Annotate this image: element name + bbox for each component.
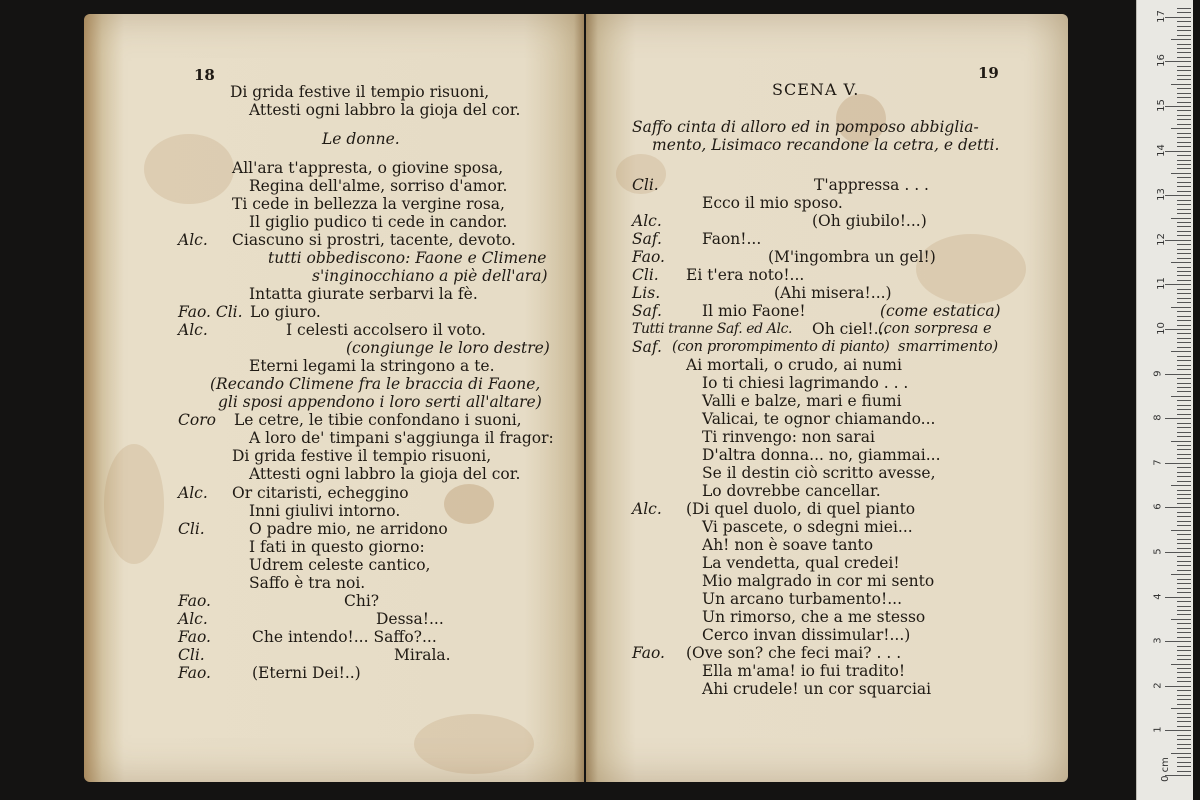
ruler-tick	[1177, 316, 1191, 317]
ruler-tick	[1177, 378, 1191, 379]
verse-line: Eterni legami la stringono a te.	[249, 357, 495, 375]
verse-line: Valli e balze, mari e fiumi	[702, 392, 902, 410]
verse-line: Faon!...	[702, 230, 762, 248]
ruler-tick	[1177, 423, 1191, 424]
ruler-tick	[1171, 173, 1191, 174]
ruler-tick	[1177, 391, 1191, 392]
ruler-tick	[1177, 110, 1191, 111]
ruler-tick	[1177, 516, 1191, 517]
ruler-tick	[1177, 79, 1191, 80]
ruler-tick	[1171, 262, 1191, 263]
speaker-label: Alc.	[632, 212, 662, 230]
verse-line: Attesti ogni labbro la gioja del cor.	[249, 101, 521, 119]
ruler-tick	[1177, 521, 1191, 522]
speaker-label: Cli.	[178, 646, 205, 664]
stage-direction: mento, Lisimaco recandone la cetra, e detti.	[652, 136, 1000, 154]
ruler-tick	[1177, 204, 1191, 205]
ruler-tick	[1177, 494, 1191, 495]
verse-line: Il giglio pudico ti cede in candor.	[249, 213, 508, 231]
stage-direction: (con sorpresa e	[878, 321, 992, 337]
stage-direction: gli sposi appendono i loro serti all'altare)	[218, 393, 542, 411]
speaker-label: Fao.	[632, 248, 665, 266]
ruler-number: 11	[1155, 277, 1167, 291]
ruler-tick	[1177, 735, 1191, 736]
ruler-tick	[1177, 200, 1191, 201]
verse-line: Mio malgrado in cor mi sento	[702, 572, 935, 590]
ruler-number: 7	[1152, 459, 1164, 466]
ruler-tick	[1165, 374, 1191, 375]
ruler-tick	[1177, 695, 1191, 696]
ruler-tick	[1177, 119, 1191, 120]
open-book	[84, 14, 1068, 782]
verse-line: O padre mio, ne arridono	[249, 520, 448, 538]
verse-line: Un rimorso, che a me stesso	[702, 608, 926, 626]
ruler-tick	[1165, 151, 1191, 152]
ruler-tick	[1177, 762, 1191, 763]
verse-line: Ah! non è soave tanto	[702, 536, 874, 554]
ruler-tick	[1177, 57, 1191, 58]
ruler-tick	[1177, 360, 1191, 361]
ruler-tick	[1177, 253, 1191, 254]
ruler-number: 6	[1152, 503, 1164, 511]
ruler-tick	[1177, 155, 1191, 156]
ruler-number: 16	[1155, 54, 1167, 68]
speaker-label: Alc.	[632, 500, 662, 518]
ruler-number: 8	[1152, 414, 1164, 421]
ruler-tick	[1177, 672, 1191, 673]
ruler-tick	[1177, 498, 1191, 499]
stage-direction: (con prorompimento di pianto)	[672, 339, 890, 355]
ruler-number: 13	[1155, 188, 1167, 202]
ruler-tick	[1177, 570, 1191, 571]
speaker-label: Cli.	[632, 266, 659, 284]
stage-direction: (Recando Climene fra le braccia di Faone,	[210, 375, 541, 393]
ruler-tick	[1165, 240, 1191, 241]
stage-direction: (congiunge le loro destre)	[346, 339, 550, 357]
ruler-tick	[1177, 766, 1191, 767]
ruler-tick	[1165, 507, 1191, 508]
ruler-tick	[1177, 704, 1191, 705]
scene-heading: SCENA V.	[772, 80, 860, 99]
ruler-tick	[1177, 467, 1191, 468]
verse-line: Lo giuro.	[250, 303, 321, 321]
ruler-tick	[1177, 405, 1191, 406]
ruler-tick	[1177, 650, 1191, 651]
ruler-number: 2	[1152, 682, 1164, 689]
ruler-tick	[1177, 191, 1191, 192]
ruler-tick	[1177, 271, 1191, 272]
ruler-tick	[1165, 418, 1191, 419]
ruler-tick	[1177, 387, 1191, 388]
ruler-tick	[1171, 396, 1191, 397]
verse-line: Vi pascete, o sdegni miei...	[702, 518, 913, 536]
ruler-tick	[1177, 30, 1191, 31]
verse-line: Se il destin ciò scritto avesse,	[702, 464, 936, 482]
ruler-tick	[1177, 503, 1191, 504]
stage-direction: s'inginocchiano a piè dell'ara)	[312, 267, 548, 285]
ruler-tick	[1177, 280, 1191, 281]
verse-line: Udrem celeste cantico,	[249, 556, 431, 574]
ruler-tick	[1165, 552, 1191, 553]
ruler-tick	[1177, 186, 1191, 187]
ruler-number: 5	[1152, 548, 1164, 555]
left-page	[84, 14, 584, 782]
ruler-tick	[1177, 244, 1191, 245]
ruler-tick	[1177, 213, 1191, 214]
ruler-tick	[1177, 70, 1191, 71]
verse-line: Or citaristi, echeggino	[232, 484, 409, 502]
verse-line: Regina dell'alme, sorriso d'amor.	[249, 177, 508, 195]
verse-line: (Di quel duolo, di quel pianto	[686, 500, 916, 518]
stage-direction: tutti obbediscono: Faone e Climene	[268, 249, 547, 267]
verse-line: Ti rinvengo: non sarai	[702, 428, 875, 446]
ruler-tick	[1177, 298, 1191, 299]
ruler-tick	[1177, 726, 1191, 727]
ruler-tick	[1177, 267, 1191, 268]
ruler-tick	[1177, 556, 1191, 557]
ruler-unit: 0 cm	[1159, 757, 1171, 782]
ruler-tick	[1177, 659, 1191, 660]
ruler-tick	[1177, 476, 1191, 477]
ruler-tick	[1177, 44, 1191, 45]
verse-line: All'ara t'appresta, o giovine sposa,	[232, 159, 504, 177]
verse-line: Di grida festive il tempio risuoni,	[232, 447, 492, 465]
ruler-tick	[1177, 231, 1191, 232]
verse-line: Il mio Faone!	[702, 302, 806, 320]
ruler-tick	[1177, 235, 1191, 236]
ruler-number: 4	[1152, 592, 1164, 600]
verse-line: Ei t'era noto!...	[686, 266, 805, 284]
ruler-tick	[1171, 307, 1191, 308]
ruler-tick	[1171, 619, 1191, 620]
ruler-tick	[1177, 133, 1191, 134]
ruler-tick	[1177, 164, 1191, 165]
ruler-tick	[1177, 458, 1191, 459]
ruler-tick	[1171, 708, 1191, 709]
ruler-tick	[1177, 744, 1191, 745]
ruler-number: 1	[1152, 726, 1164, 734]
verse-line: (M'ingombra un gel!)	[768, 248, 936, 266]
speaker-label: Alc.	[178, 321, 208, 339]
ruler-tick	[1165, 17, 1191, 18]
ruler-tick	[1165, 284, 1191, 285]
ruler-tick	[1177, 325, 1191, 326]
ruler-tick	[1177, 409, 1191, 410]
speaker-heading: Le donne.	[322, 130, 400, 148]
verse-line: Dessa!...	[376, 610, 444, 628]
ruler-tick	[1177, 614, 1191, 615]
ruler-tick	[1177, 258, 1191, 259]
verse-line: Valicai, te ognor chiamando...	[702, 410, 936, 428]
verse-line: Ecco il mio sposo.	[702, 194, 843, 212]
ruler-number: 3	[1152, 637, 1164, 644]
verse-line: Che intendo!... Saffo?...	[252, 628, 437, 646]
ruler-tick	[1177, 432, 1191, 433]
ruler-tick	[1177, 646, 1191, 647]
verse-line: Ella m'ama! io fui tradito!	[702, 662, 906, 680]
speaker-label: Tutti tranne Saf. ed Alc.	[632, 321, 793, 337]
ruler-tick	[1177, 690, 1191, 691]
ruler-tick	[1177, 565, 1191, 566]
ruler-number: 15	[1155, 99, 1167, 112]
ruler-tick	[1177, 347, 1191, 348]
ruler-tick	[1171, 128, 1191, 129]
verse-line: Ahi crudele! un cor squarciai	[702, 680, 932, 698]
right-page	[586, 14, 1068, 782]
ruler-tick	[1177, 623, 1191, 624]
ruler-tick	[1177, 490, 1191, 491]
speaker-label: Cli.	[178, 520, 205, 538]
ruler-tick	[1177, 320, 1191, 321]
speaker-label: Fao.	[178, 592, 211, 610]
ruler-tick	[1171, 574, 1191, 575]
ruler-tick	[1177, 356, 1191, 357]
speaker-label: Saf.	[632, 338, 662, 356]
ruler-tick	[1177, 369, 1191, 370]
ruler-tick	[1177, 293, 1191, 294]
ruler-tick	[1177, 512, 1191, 513]
ruler-tick	[1177, 342, 1191, 343]
ruler-tick	[1177, 8, 1191, 9]
ruler-tick	[1177, 168, 1191, 169]
ruler-tick	[1177, 436, 1191, 437]
speaker-label: Alc.	[178, 484, 208, 502]
ruler-tick	[1177, 338, 1191, 339]
speaker-label: Lis.	[632, 284, 661, 302]
ruler-tick	[1177, 757, 1191, 758]
speaker-label: Saf.	[632, 302, 662, 320]
page-number: 18	[194, 66, 215, 84]
ruler-tick	[1177, 445, 1191, 446]
speaker-label: Fao. Cli.	[178, 303, 243, 321]
verse-line: Un arcano turbamento!...	[702, 590, 902, 608]
ruler-tick	[1177, 539, 1191, 540]
ruler-tick	[1177, 525, 1191, 526]
ruler-number: 17	[1155, 9, 1167, 23]
ruler-tick	[1171, 753, 1191, 754]
ruler-tick	[1177, 93, 1191, 94]
verse-line: I fati in questo giorno:	[249, 538, 425, 556]
ruler-tick	[1177, 52, 1191, 53]
ruler-tick	[1177, 454, 1191, 455]
ruler-tick	[1177, 561, 1191, 562]
verse-line: Inni giulivi intorno.	[249, 502, 401, 520]
ruler-tick	[1177, 592, 1191, 593]
ruler-tick	[1165, 61, 1191, 62]
ruler-tick	[1171, 39, 1191, 40]
ruler-tick	[1177, 543, 1191, 544]
ruler-tick	[1177, 26, 1191, 27]
ruler-tick	[1177, 400, 1191, 401]
ruler-tick	[1177, 48, 1191, 49]
verse-line: Cerco invan dissimular!...)	[702, 626, 911, 644]
ruler-tick	[1177, 771, 1191, 772]
ruler-tick	[1177, 365, 1191, 366]
verse-line: Oh ciel!...	[812, 320, 889, 338]
verse-line: Attesti ogni labbro la gioja del cor.	[249, 465, 521, 483]
verse-line: Ti cede in bellezza la vergine rosa,	[232, 195, 505, 213]
ruler-tick	[1165, 195, 1191, 196]
ruler-tick	[1177, 275, 1191, 276]
ruler-tick	[1177, 289, 1191, 290]
verse-line: Di grida festive il tempio risuoni,	[230, 83, 490, 101]
verse-line: Io ti chiesi lagrimando . . .	[702, 374, 909, 392]
speaker-label: Alc.	[178, 231, 208, 249]
ruler-tick	[1177, 142, 1191, 143]
measurement-ruler	[1136, 0, 1193, 800]
verse-line: Mirala.	[394, 646, 451, 664]
speaker-label: Fao.	[178, 628, 211, 646]
ruler-tick	[1177, 160, 1191, 161]
page-number: 19	[978, 64, 999, 82]
verse-line: Le cetre, le tibie confondano i suoni,	[234, 411, 522, 429]
verse-line: A loro de' timpani s'aggiunga il fragor:	[249, 429, 554, 447]
ruler-tick	[1171, 84, 1191, 85]
ruler-tick	[1177, 383, 1191, 384]
ruler-number: 9	[1152, 369, 1164, 377]
ruler-tick	[1177, 610, 1191, 611]
ruler-tick	[1177, 713, 1191, 714]
ruler-tick	[1177, 601, 1191, 602]
ruler-tick	[1177, 182, 1191, 183]
ruler-tick	[1177, 583, 1191, 584]
ruler-tick	[1177, 628, 1191, 629]
ruler-tick	[1177, 177, 1191, 178]
ruler-number: 10	[1155, 322, 1167, 335]
ruler-tick	[1165, 463, 1191, 464]
ruler-tick	[1177, 637, 1191, 638]
ruler-tick	[1177, 146, 1191, 147]
speaker-label: Fao.	[632, 644, 665, 662]
ruler-tick	[1177, 66, 1191, 67]
ruler-tick	[1177, 102, 1191, 103]
ruler-tick	[1177, 579, 1191, 580]
ruler-tick	[1177, 249, 1191, 250]
ruler-tick	[1177, 75, 1191, 76]
ruler-tick	[1165, 730, 1191, 731]
ruler-tick	[1177, 668, 1191, 669]
ruler-tick	[1177, 137, 1191, 138]
ruler-tick	[1177, 588, 1191, 589]
ruler-tick	[1177, 677, 1191, 678]
ruler-tick	[1165, 106, 1191, 107]
ruler-tick	[1177, 302, 1191, 303]
ruler-tick	[1165, 597, 1191, 598]
verse-line: (Ove son? che feci mai? . . .	[686, 644, 902, 662]
ruler-tick	[1177, 311, 1191, 312]
ruler-number: 12	[1155, 232, 1167, 246]
ruler-tick	[1177, 717, 1191, 718]
verse-line: (Eterni Dei!..)	[252, 664, 361, 682]
verse-line: Intatta giurate serbarvi la fè.	[249, 285, 478, 303]
verse-line: Saffo è tra noi.	[249, 574, 366, 592]
stage-direction: (come estatica)	[880, 302, 1001, 320]
verse-line: I celesti accolsero il voto.	[286, 321, 486, 339]
ruler-tick	[1177, 21, 1191, 22]
ruler-tick	[1171, 664, 1191, 665]
ruler-tick	[1171, 485, 1191, 486]
ruler-tick	[1177, 606, 1191, 607]
verse-line: Lo dovrebbe cancellar.	[702, 482, 881, 500]
verse-line: Chi?	[344, 592, 380, 610]
ruler-tick	[1177, 481, 1191, 482]
ruler-tick	[1177, 35, 1191, 36]
ruler-tick	[1177, 209, 1191, 210]
verse-line: Ai mortali, o crudo, ai numi	[686, 356, 902, 374]
ruler-number: 14	[1155, 143, 1167, 157]
stage-direction: Saffo cinta di alloro ed in pomposo abbiglia-	[632, 118, 979, 136]
speaker-label: Alc.	[178, 610, 208, 628]
verse-line: (Ahi misera!...)	[774, 284, 892, 302]
ruler-tick	[1177, 632, 1191, 633]
ruler-tick	[1177, 748, 1191, 749]
verse-line: (Oh giubilo!...)	[812, 212, 927, 230]
ruler-tick	[1177, 699, 1191, 700]
ruler-tick	[1177, 97, 1191, 98]
ruler-tick	[1165, 641, 1191, 642]
verse-line: T'appressa . . .	[814, 176, 929, 194]
speaker-label: Saf.	[632, 230, 662, 248]
verse-line: Ciascuno si prostri, tacente, devoto.	[232, 231, 516, 249]
verse-line: D'altra donna... no, giammai...	[702, 446, 941, 464]
ruler-tick	[1171, 530, 1191, 531]
speaker-label: Cli.	[632, 176, 659, 194]
ruler-tick	[1171, 351, 1191, 352]
ruler-tick	[1165, 329, 1191, 330]
ruler-tick	[1177, 681, 1191, 682]
ruler-tick	[1177, 88, 1191, 89]
ruler-tick	[1177, 427, 1191, 428]
ruler-tick	[1177, 115, 1191, 116]
ruler-tick	[1177, 739, 1191, 740]
speaker-label: Fao.	[178, 664, 211, 682]
ruler-tick	[1171, 441, 1191, 442]
ruler-tick	[1177, 721, 1191, 722]
stage-direction: smarrimento)	[898, 339, 999, 355]
ruler-tick	[1177, 534, 1191, 535]
ruler-tick	[1171, 218, 1191, 219]
ruler-tick	[1177, 222, 1191, 223]
verse-line: La vendetta, qual credei!	[702, 554, 900, 572]
ruler-tick	[1177, 414, 1191, 415]
ruler-tick	[1177, 333, 1191, 334]
ruler-tick	[1177, 449, 1191, 450]
ruler-tick	[1165, 686, 1191, 687]
ruler-tick	[1177, 655, 1191, 656]
ruler-tick	[1177, 12, 1191, 13]
ruler-tick	[1177, 472, 1191, 473]
ruler-tick	[1177, 548, 1191, 549]
ruler-tick	[1177, 124, 1191, 125]
speaker-label: Coro	[178, 411, 216, 429]
ruler-tick	[1177, 226, 1191, 227]
